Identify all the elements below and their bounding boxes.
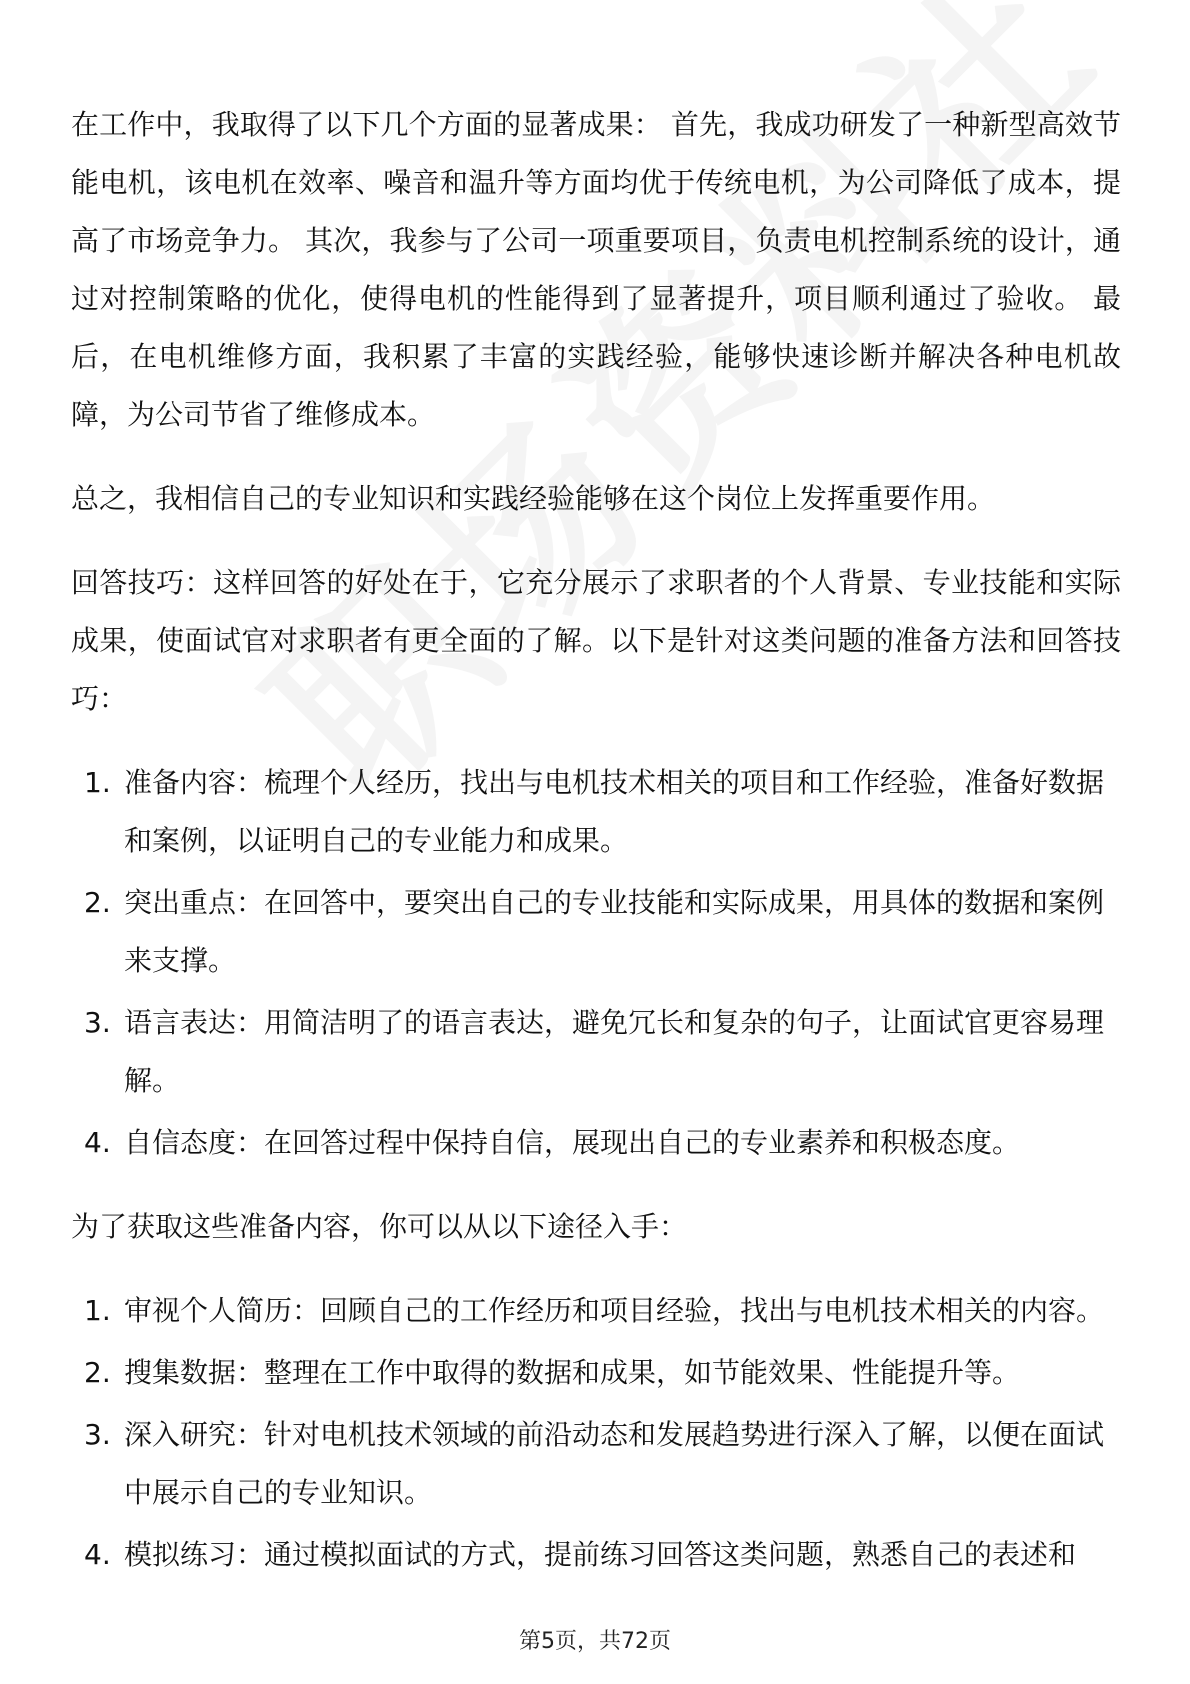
list-item [71, 994, 1121, 1110]
list-item-text: 语言表达：用简洁明了的语言表达，避免冗长和复杂的句子，让面试官更容易理解。 [124, 1006, 1105, 1097]
page-number-footer: 第5页，共72页 [519, 1629, 671, 1654]
list-item [71, 1114, 1121, 1172]
list-item-number: 1. [84, 766, 111, 799]
paragraph-achievements: 在工作中，我取得了以下几个方面的显著成果： 首先，我成功研发了一种新型高效节能电机，该电机在效率、噪音和温升等方面均优于传统电机，为公司降低了成本，提高了市场竞争力。 其次，我参与了公司一项重要项目，负责电机控制系统的设计，通过对控制策略的优化，使得电机的性能得到了显著提升，项目顺利通过了验收。 最后，在电机维修方面，我积累了丰富的实践经验，能够快速诊断并解决各种电机故障，为公司节省了维修成本。 [71, 108, 1121, 431]
list-item-text: 搜集数据：整理在工作中取得的数据和成果，如节能效果、性能提升等。 [124, 1356, 1021, 1389]
list-item [71, 1282, 1121, 1340]
list-item [71, 1526, 1121, 1584]
paragraph-sources-intro: 为了获取这些准备内容，你可以从以下途径入手： [71, 1210, 688, 1243]
preparation-sources-list [71, 1282, 1121, 1584]
list-item-number: 1. [84, 1294, 111, 1327]
paragraph-summary: 总之，我相信自己的专业知识和实践经验能够在这个岗位上发挥重要作用。 [71, 482, 996, 515]
list-item-text: 突出重点：在回答中，要突出自己的专业技能和实际成果，用具体的数据和案例来支撑。 [124, 886, 1105, 977]
list-item-text: 准备内容：梳理个人经历，找出与电机技术相关的项目和工作经验，准备好数据和案例，以证明自己的专业能力和成果。 [124, 766, 1105, 857]
list-item-text: 审视个人简历：回顾自己的工作经历和项目经验，找出与电机技术相关的内容。 [124, 1294, 1105, 1327]
list-item-number: 2. [84, 1356, 111, 1389]
list-item-text: 深入研究：针对电机技术领域的前沿动态和发展趋势进行深入了解，以便在面试中展示自己的专业知识。 [124, 1418, 1105, 1509]
preparation-tips-list [71, 754, 1121, 1172]
list-item-text: 模拟练习：通过模拟面试的方式，提前练习回答这类问题，熟悉自己的表述和 [124, 1538, 1077, 1571]
list-item-number: 2. [84, 886, 111, 919]
list-item-number: 3. [84, 1006, 111, 1039]
list-item-number: 4. [84, 1538, 111, 1571]
list-item [71, 1406, 1121, 1522]
list-item-number: 4. [84, 1126, 111, 1159]
list-item [71, 874, 1121, 990]
list-item [71, 1344, 1121, 1402]
list-item [71, 754, 1121, 870]
list-item-number: 3. [84, 1418, 111, 1451]
list-item-text: 自信态度：在回答过程中保持自信，展现出自己的专业素养和积极态度。 [124, 1126, 1021, 1159]
paragraph-answer-tips: 回答技巧：这样回答的好处在于，它充分展示了求职者的个人背景、专业技能和实际成果，使面试官对求职者有更全面的了解。以下是针对这类问题的准备方法和回答技巧： [71, 566, 1121, 715]
document-body [71, 96, 1121, 1610]
